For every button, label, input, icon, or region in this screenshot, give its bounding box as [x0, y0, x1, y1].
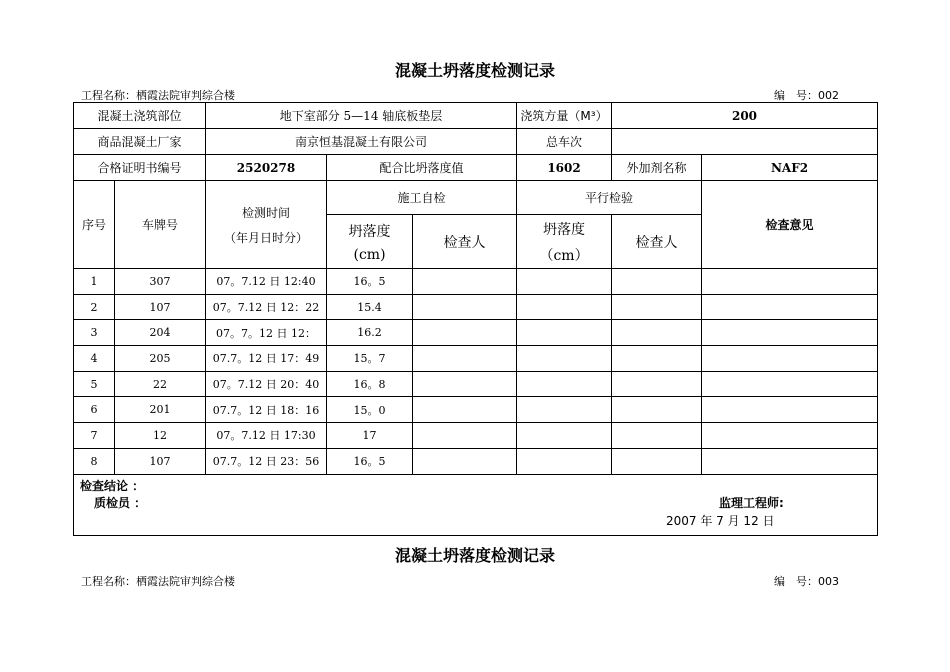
- row-parallel-slump: [517, 397, 612, 423]
- row-opinion: [702, 294, 878, 320]
- cert-label: 合格证明书编号: [74, 155, 206, 181]
- row-seq: 6: [74, 397, 115, 423]
- row-plate: 107: [115, 448, 206, 474]
- row-time: 07。7.12 日 20：40: [206, 371, 327, 397]
- inspection-date: 2007 年 7 月 12 日: [666, 513, 775, 528]
- row-seq: 5: [74, 371, 115, 397]
- row-parallel-inspector: [612, 423, 702, 449]
- additive-label: 外加剂名称: [612, 155, 702, 181]
- row-parallel-slump: [517, 346, 612, 372]
- row-slump: 16。5: [327, 269, 413, 295]
- row-inspector: [413, 294, 517, 320]
- record2-project-name: 工程名称：栖霞法院审判综合楼: [81, 575, 235, 588]
- conclusion-label: 检查结论 ：: [80, 478, 145, 493]
- maker-value: 南京恒基混凝土有限公司: [206, 129, 517, 155]
- header-opinion: 检查意见: [702, 181, 878, 269]
- conclusion-area: [74, 474, 878, 535]
- row-slump: 17: [327, 423, 413, 449]
- row-seq: 8: [74, 448, 115, 474]
- mix-label: 配合比坍落度值: [327, 155, 517, 181]
- row-plate: 12: [115, 423, 206, 449]
- row-seq: 7: [74, 423, 115, 449]
- row-slump: 15.4: [327, 294, 413, 320]
- row-seq: 1: [74, 269, 115, 295]
- header-seq: 序号: [74, 181, 115, 269]
- row-parallel-inspector: [612, 346, 702, 372]
- row-opinion: [702, 397, 878, 423]
- table-row: [74, 397, 878, 423]
- row-plate: 107: [115, 294, 206, 320]
- row-parallel-slump: [517, 371, 612, 397]
- row-time: 07.7。12 日 23：56: [206, 448, 327, 474]
- record-number: 编 号：002: [774, 89, 839, 102]
- volume-label: 浇筑方量（M³）: [517, 103, 612, 129]
- row-inspector: [413, 346, 517, 372]
- row-plate: 205: [115, 346, 206, 372]
- row-seq: 3: [74, 320, 115, 346]
- additive-value: NAF2: [702, 155, 878, 181]
- table-row: [74, 320, 878, 346]
- header-parallel-check: 平行检验: [517, 181, 702, 215]
- row-seq: 4: [74, 346, 115, 372]
- table-row: [74, 371, 878, 397]
- header-time-line1: 检测时间: [242, 205, 291, 220]
- mix-value: 1602: [517, 155, 612, 181]
- maker-label: 商品混凝土厂家: [74, 129, 206, 155]
- table-row: [74, 294, 878, 320]
- row-inspector: [413, 448, 517, 474]
- row-parallel-inspector: [612, 269, 702, 295]
- project-name: 工程名称：栖霞法院审判综合楼: [81, 89, 235, 102]
- row-plate: 307: [115, 269, 206, 295]
- slump-test-table: [73, 102, 878, 536]
- pour-location-value: 地下室部分 5—14 轴底板垫层: [206, 103, 517, 129]
- header-slump-parallel-line1: 坍落度: [543, 221, 586, 238]
- row-parallel-slump: [517, 320, 612, 346]
- header-inspector-parallel: 检查人: [612, 215, 702, 269]
- row-inspector: [413, 397, 517, 423]
- record2-number: 编 号：003: [774, 575, 839, 588]
- header-slump-parallel: [517, 215, 612, 269]
- row-time: 07.7。12 日 18：16: [206, 397, 327, 423]
- row-slump: 16.2: [327, 320, 413, 346]
- record2-title: 混凝土坍落度检测记录: [394, 546, 555, 565]
- cert-value: 2520278: [206, 155, 327, 181]
- header-time-line2: （年月日时分）: [224, 230, 309, 245]
- row-slump: 15。7: [327, 346, 413, 372]
- row-opinion: [702, 423, 878, 449]
- row-plate: 22: [115, 371, 206, 397]
- row-plate: 204: [115, 320, 206, 346]
- header-time: [206, 181, 327, 269]
- row-opinion: [702, 320, 878, 346]
- row-opinion: [702, 448, 878, 474]
- header-plate: 车牌号: [115, 181, 206, 269]
- row-inspector: [413, 371, 517, 397]
- table-row: [74, 346, 878, 372]
- row-time: 07。7.12 日 12：22: [206, 294, 327, 320]
- table-row: [74, 448, 878, 474]
- header-slump-self: [327, 215, 413, 269]
- header-self-check: 施工自检: [327, 181, 517, 215]
- row-parallel-inspector: [612, 448, 702, 474]
- row-parallel-inspector: [612, 294, 702, 320]
- row-parallel-inspector: [612, 397, 702, 423]
- row-slump: 16。8: [327, 371, 413, 397]
- qc-inspector-label: 质检员 ：: [94, 495, 147, 510]
- row-inspector: [413, 320, 517, 346]
- row-parallel-inspector: [612, 371, 702, 397]
- pour-location-label: 混凝土浇筑部位: [74, 103, 206, 129]
- row-slump: 16。5: [327, 448, 413, 474]
- row-slump: 15。0: [327, 397, 413, 423]
- row-time: 07。7.12 日 12:40: [206, 269, 327, 295]
- row-parallel-slump: [517, 423, 612, 449]
- header-inspector-self: 检查人: [413, 215, 517, 269]
- header-slump-self-line1: 坍落度: [348, 223, 391, 240]
- header-slump-self-line2: (cm): [353, 246, 386, 263]
- row-time: 07.7。12 日 17：49: [206, 346, 327, 372]
- row-parallel-inspector: [612, 320, 702, 346]
- row-parallel-slump: [517, 448, 612, 474]
- volume-value: 200: [612, 103, 878, 129]
- trucks-value: [612, 129, 878, 155]
- row-opinion: [702, 346, 878, 372]
- row-time: 07。7.12 日 17:30: [206, 423, 327, 449]
- supervisor-label: 监理工程师:: [719, 495, 784, 510]
- row-time: 07。7。12 日 12：: [206, 320, 327, 346]
- row-opinion: [702, 371, 878, 397]
- row-plate: 201: [115, 397, 206, 423]
- row-parallel-slump: [517, 294, 612, 320]
- trucks-label: 总车次: [517, 129, 612, 155]
- row-inspector: [413, 423, 517, 449]
- row-inspector: [413, 269, 517, 295]
- row-opinion: [702, 269, 878, 295]
- row-seq: 2: [74, 294, 115, 320]
- table-row: [74, 269, 878, 295]
- row-parallel-slump: [517, 269, 612, 295]
- header-slump-parallel-line2: （cm）: [539, 247, 589, 264]
- table-row: [74, 423, 878, 449]
- record-title: 混凝土坍落度检测记录: [394, 61, 555, 80]
